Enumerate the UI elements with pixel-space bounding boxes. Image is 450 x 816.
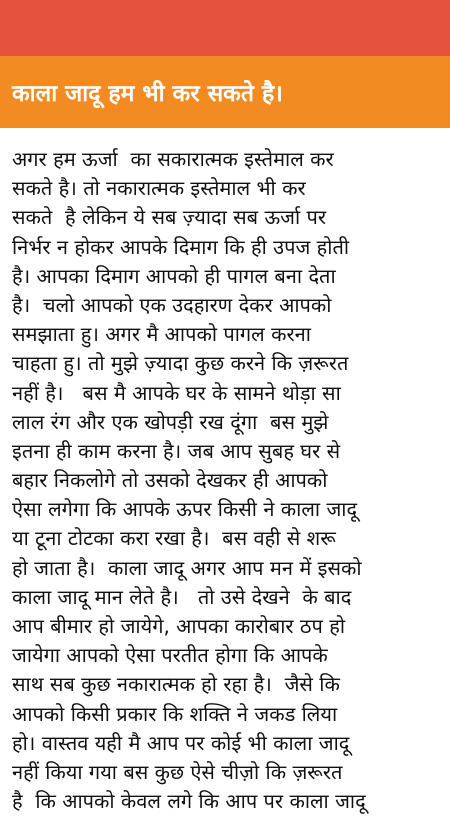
article-line: चाहता हु। तो मुझे ज़्यादा कुछ करने कि ज़रूरत — [12, 351, 349, 376]
article-line: निर्भर न होकर आपके दिमाग कि ही उपज होती — [12, 234, 350, 259]
article-line: है। चलो आपको एक उदहारण देकर आपको — [12, 292, 332, 317]
article-line: आपको किसी प्रकार कि शक्ति ने जकड लिया — [12, 701, 338, 726]
article-line: या टूना टोटका करा रखा है। बस वही से शरू — [12, 526, 336, 551]
app-bar — [0, 0, 450, 56]
article-line: काला जादू मान लेते है। तो उसे देखने के बाद — [12, 584, 352, 609]
article-line: है। आपका दिमाग आपको ही पागल बना देता — [12, 263, 336, 288]
article-line: इतना ही काम करना है। जब आप सुबह घर से — [12, 438, 341, 463]
article-line: हो। वास्तव यही मै आप पर कोई भी काला जादू — [12, 730, 350, 755]
article-line: सकते है। तो नकारात्मक इस्तेमाल भी कर — [12, 176, 306, 201]
article-line: अगर हम ऊर्जा का सकारात्मक इस्तेमाल कर — [12, 147, 334, 171]
article-line: बहार निकलोगे तो उसको देखकर ही आपको — [12, 468, 328, 493]
article-title-bar — [0, 56, 450, 128]
article-body[interactable] — [0, 128, 450, 814]
article-line: साथ सब कुछ नकारात्मक हो रहा है। जैसे कि — [12, 672, 340, 697]
article-line: लाल रंग और एक खोपड़ी रख दूंगा बस मुझे — [12, 409, 329, 434]
article-line: है कि आपको केवल लगे कि आप पर काला जादू — [12, 789, 366, 814]
article-line: ऐसा लगेगा कि आपके ऊपर किसी ने काला जादू — [12, 497, 358, 522]
article-line: समझाता हु। अगर मै आपको पागल करना — [12, 322, 311, 347]
article-line: जायेगा आपको ऐसा परतीत होगा कि आपके — [12, 643, 328, 668]
article-line: नहीं किया गया बस कुछ ऐसे चीज़ो कि ज़रूरत — [12, 759, 343, 784]
article-title: काला जादू हम भी कर सकते है। — [12, 81, 283, 107]
article-line: हो जाता है। काला जादू अगर आप मन में इसको — [12, 555, 362, 580]
article-line: सकते है लेकिन ये सब ज़्यादा सब ऊर्जा पर — [12, 205, 327, 230]
article-line: नहीं है। बस मै आपके घर के सामने थोड़ा सा — [12, 380, 341, 405]
article-line: आप बीमार हो जायेगे, आपका कारोबार ठप हो — [12, 614, 346, 638]
